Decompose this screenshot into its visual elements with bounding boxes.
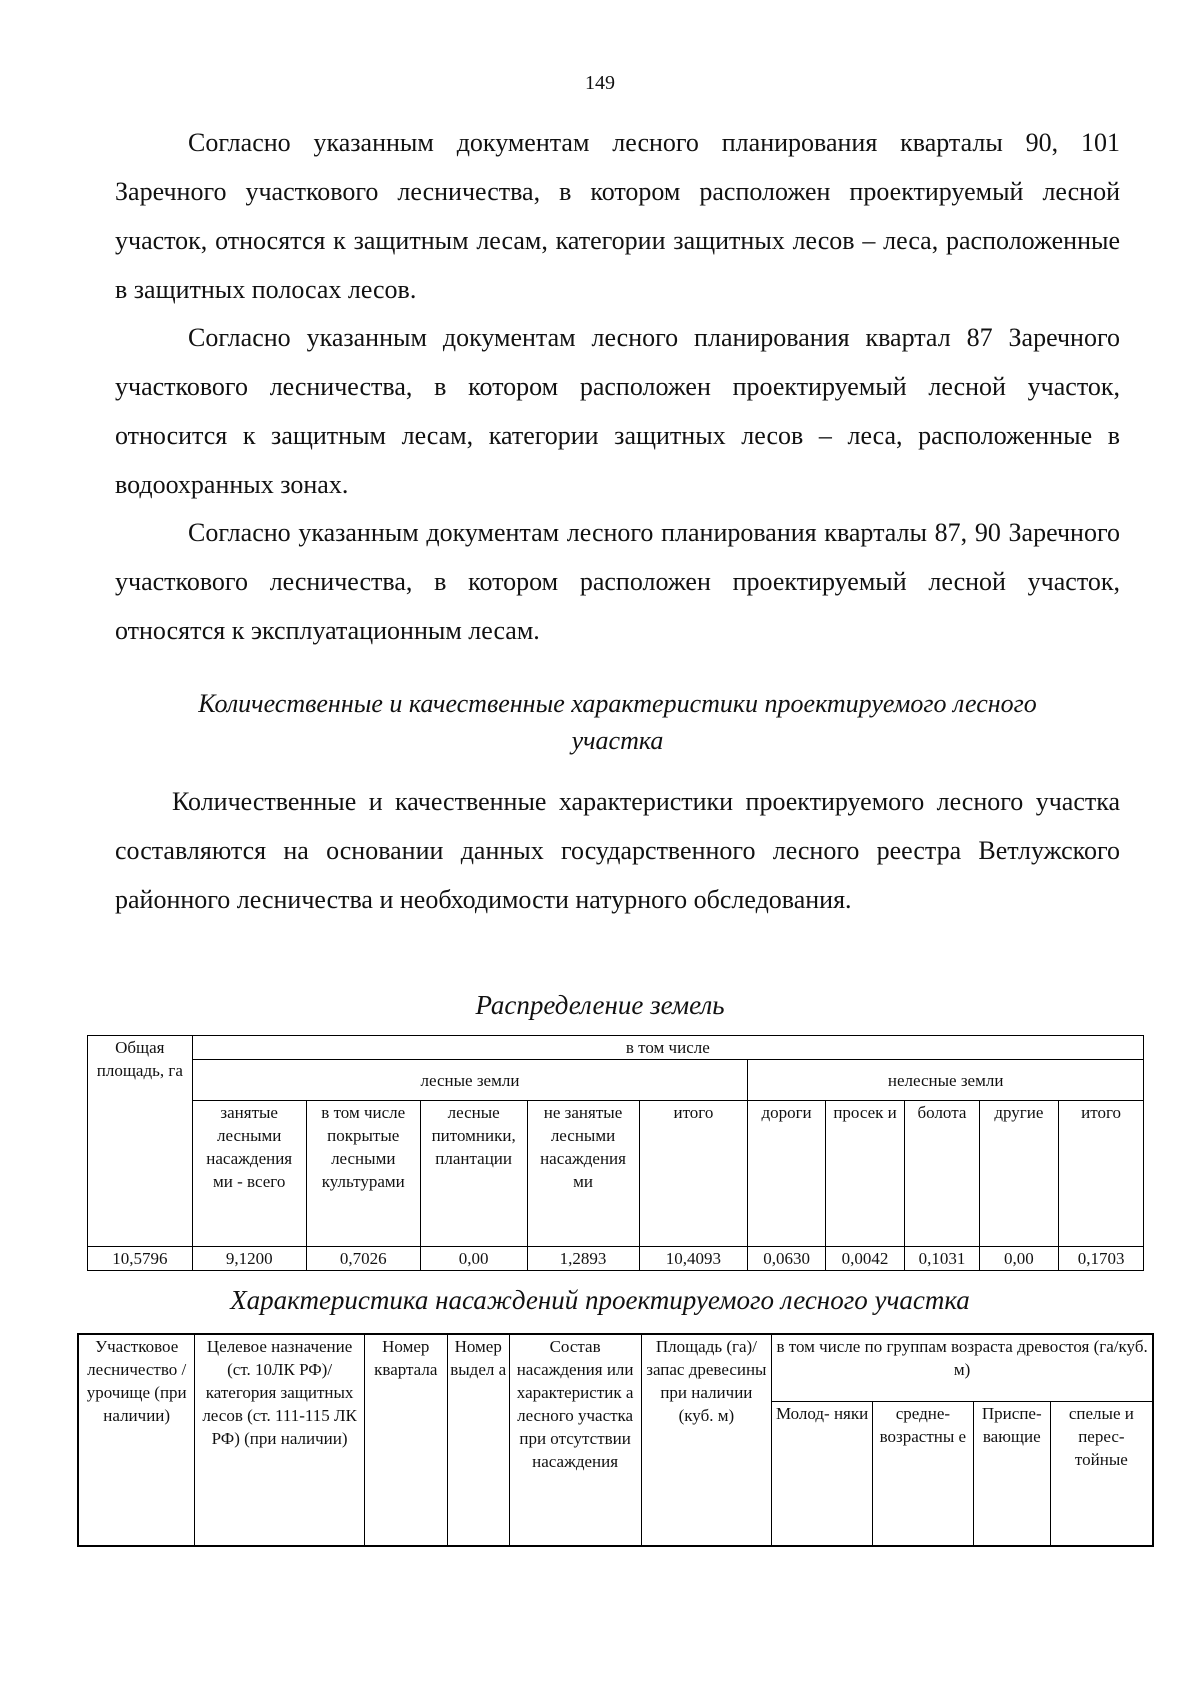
column-header: дороги: [748, 1101, 825, 1247]
table-cell: 0,00: [420, 1247, 527, 1271]
column-header: в том числе покрытые лесными культурами: [306, 1101, 420, 1247]
column-header: не занятые лесными насаждения ми: [527, 1101, 639, 1247]
area-header: Площадь (га)/ запас древесины при наличии (куб. м): [641, 1334, 772, 1546]
land-distribution-table: [87, 1035, 1144, 1271]
column-header: просек и: [825, 1101, 905, 1247]
stand-characteristics-table: [77, 1333, 1154, 1547]
table-cell: 0,0630: [748, 1247, 825, 1271]
mature-header: спелые и перес- тойные: [1050, 1401, 1153, 1546]
stand-table-caption: Характеристика насаждений проектируемого лесного участка: [230, 1285, 970, 1315]
paragraph-exploitation: Согласно указанным документам лесного планирования кварталы 87, 90 Заречного участкового лесничества, в котором расположен проектируемый лесной участок, относятся к эксплуатационным лесам.: [115, 518, 1120, 645]
page-number: 149: [585, 72, 615, 94]
allotment-header: Номер выдел а: [447, 1334, 509, 1546]
table-cell: 9,1200: [192, 1247, 306, 1271]
middle-aged-header: средне- возрастны е: [872, 1401, 973, 1546]
column-header: итого: [1059, 1101, 1144, 1247]
column-header: итого: [639, 1101, 748, 1247]
column-header: лесные питомники, плантации: [420, 1101, 527, 1247]
section-heading-line-1: Количественные и качественные характеристики проектируемого лесного: [198, 689, 1037, 718]
table-cell: 0,0042: [825, 1247, 905, 1271]
paragraph-water-protection: Согласно указанным документам лесного планирования квартал 87 Заречного участкового лесничества, в котором расположен проектируемый лесной участок, относится к защитным лесам, категории защитных лесов – леса, расположенные в водоохранных зонах.: [115, 323, 1120, 499]
total-area-header: Общая площадь, га: [88, 1036, 193, 1247]
composition-header: Состав насаждения или характеристик а лесного участка при отсутствии насаждения: [509, 1334, 641, 1546]
nonforest-lands-header: нелесные земли: [748, 1060, 1144, 1101]
table-cell: 0,7026: [306, 1247, 420, 1271]
section-heading-line-2: участка: [571, 726, 664, 755]
forest-lands-header: лесные земли: [192, 1060, 748, 1101]
paragraph-protective-strips: Согласно указанным документам лесного планирования кварталы 90, 101 Заречного участкового лесничества, в котором расположен проектируемый лесной участок, относятся к защитным лесам, категории защитных лесов – леса, расположенные в защитных полосах лесов.: [115, 128, 1120, 304]
column-header: другие: [979, 1101, 1059, 1247]
age-groups-header: в том числе по группам возраста древостоя (га/куб. м): [772, 1334, 1153, 1401]
maturing-header: Приспе- вающие: [973, 1401, 1050, 1546]
column-header: занятые лесными насаждения ми - всего: [192, 1101, 306, 1247]
table-cell: 0,1031: [905, 1247, 979, 1271]
table-cell: 10,4093: [639, 1247, 748, 1271]
column-header: болота: [905, 1101, 979, 1247]
quarter-header: Номер квартала: [364, 1334, 447, 1546]
including-header: в том числе: [192, 1036, 1143, 1060]
district-header: Участковое лесничество / урочище (при наличии): [78, 1334, 195, 1546]
land-table-caption: Распределение земель: [475, 990, 725, 1020]
table-cell: 0,1703: [1059, 1247, 1144, 1271]
purpose-header: Целевое назначение (ст. 10ЛК РФ)/ категория защитных лесов (ст. 111-115 ЛК РФ) (при наличии): [195, 1334, 364, 1546]
section-heading: [115, 685, 1120, 759]
table-cell: 1,2893: [527, 1247, 639, 1271]
table-cell: 0,00: [979, 1247, 1059, 1271]
young-header: Молод- няки: [772, 1401, 873, 1546]
table-cell: 10,5796: [88, 1247, 193, 1271]
paragraph-characteristics: Количественные и качественные характеристики проектируемого лесного участка составляются на основании данных государственного лесного реестра Ветлужского районного лесничества и необходимости натурного обследования.: [115, 787, 1120, 914]
